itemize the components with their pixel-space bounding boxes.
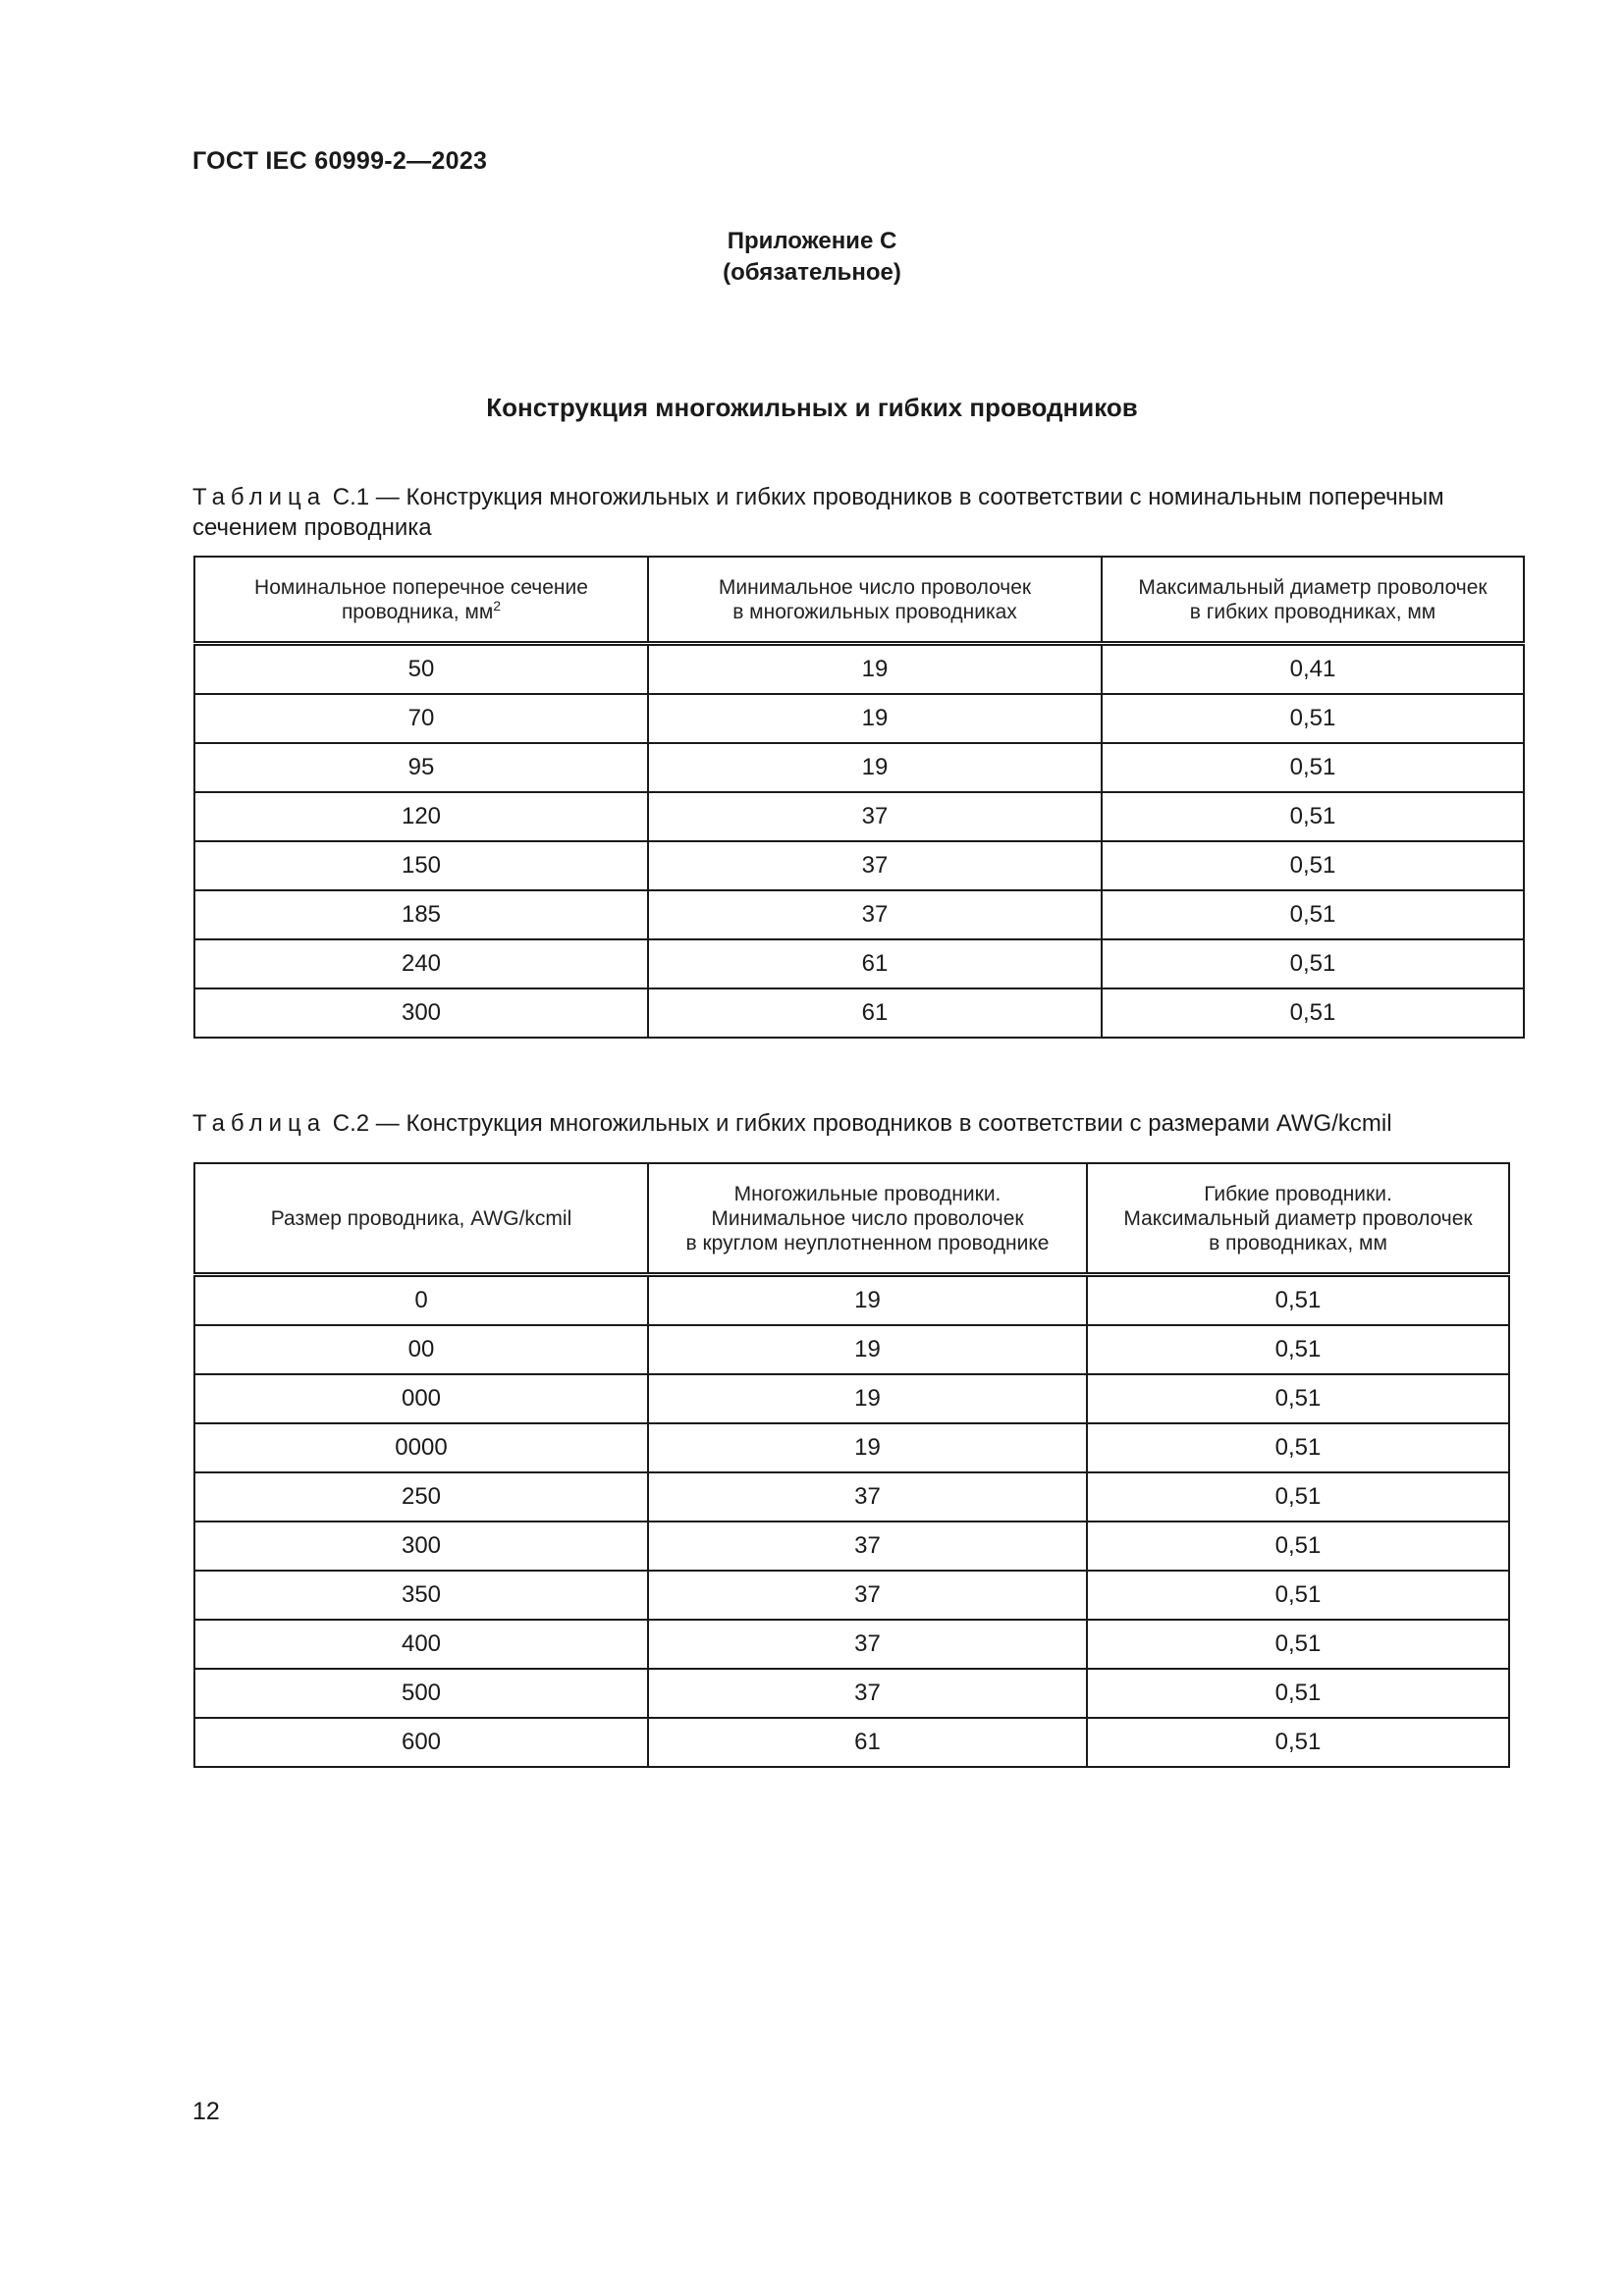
table-row	[194, 743, 1524, 792]
table-cell: 37	[648, 1620, 1087, 1669]
table-cell: 0,51	[1102, 743, 1524, 792]
table-cell: 50	[194, 644, 648, 695]
table2-header-flexible: Гибкие проводники. Максимальный диаметр проволочек в проводниках, мм	[1087, 1163, 1509, 1275]
table-row	[194, 644, 1524, 695]
table-cell: 0,51	[1102, 939, 1524, 988]
table-cell: 400	[194, 1620, 648, 1669]
table-row	[194, 1620, 1509, 1669]
table1-caption-text: C.1 — Конструкция многожильных и гибких проводников в соответствии с номинальным поперечным сечением проводника	[192, 484, 1444, 541]
table-cell: 0,51	[1102, 841, 1524, 890]
table2-header-stranded: Многожильные проводники. Минимальное число проволочек в круглом неуплотненном проводнике	[648, 1163, 1087, 1275]
table-row	[194, 1669, 1509, 1718]
table-cell: 250	[194, 1472, 648, 1522]
table2-caption-text: C.2 — Конструкция многожильных и гибких проводников в соответствии с размерами AWG/kcmil	[326, 1110, 1392, 1137]
table-cell: 19	[648, 1275, 1087, 1326]
table-cell: 19	[648, 1325, 1087, 1374]
section-title: Конструкция многожильных и гибких проводников	[486, 393, 1138, 422]
table-row	[194, 1275, 1509, 1326]
table-row	[194, 1571, 1509, 1620]
table-cell: 300	[194, 988, 648, 1038]
table-cell: 0,51	[1102, 694, 1524, 743]
table-cell: 19	[648, 694, 1102, 743]
table-cell: 19	[648, 1423, 1087, 1472]
table-cell: 0,41	[1102, 644, 1524, 695]
table2-caption-prefix: Таблица	[192, 1110, 327, 1137]
table2	[193, 1162, 1510, 1768]
table1-header-cross-section: Номинальное поперечное сечение проводника, $мм^2$	[194, 557, 648, 644]
table-cell: 37	[648, 1571, 1087, 1620]
annex-heading	[0, 226, 1624, 289]
table-cell: 0,51	[1102, 792, 1524, 841]
annex-status: (обязательное)	[723, 259, 901, 286]
table-row	[194, 1522, 1509, 1571]
table-cell: 150	[194, 841, 648, 890]
table-cell: 500	[194, 1669, 648, 1718]
table-row	[194, 1472, 1509, 1522]
page-number: 12	[192, 2098, 220, 2125]
table-cell: 0,51	[1087, 1669, 1509, 1718]
table-row	[194, 1718, 1509, 1767]
table-cell: 61	[648, 1718, 1087, 1767]
table-cell: 37	[648, 792, 1102, 841]
table2-header-size: Размер проводника, AWG/kcmil	[194, 1163, 648, 1275]
table-row	[194, 694, 1524, 743]
table-cell: 0,51	[1087, 1325, 1509, 1374]
table1-caption-prefix: Таблица	[192, 484, 327, 510]
table-cell: 120	[194, 792, 648, 841]
table-cell: 185	[194, 890, 648, 939]
document-header: ГОСТ IEC 60999-2—2023	[192, 147, 488, 175]
table-cell: 61	[648, 939, 1102, 988]
table-cell: 0,51	[1087, 1423, 1509, 1472]
table-row	[194, 939, 1524, 988]
table-cell: 300	[194, 1522, 648, 1571]
table-cell: 37	[648, 841, 1102, 890]
table-cell: 000	[194, 1374, 648, 1423]
table1-header-row	[194, 557, 1524, 644]
table1	[193, 556, 1525, 1039]
table-row	[194, 1325, 1509, 1374]
table-cell: 0,51	[1087, 1374, 1509, 1423]
table2-caption	[192, 1108, 1522, 1139]
table-cell: 19	[648, 1374, 1087, 1423]
table-cell: 19	[648, 743, 1102, 792]
table-cell: 37	[648, 1522, 1087, 1571]
table-cell: 61	[648, 988, 1102, 1038]
table-row	[194, 890, 1524, 939]
table-cell: 0,51	[1087, 1522, 1509, 1571]
table-cell: 600	[194, 1718, 648, 1767]
table-cell: 37	[648, 1669, 1087, 1718]
table1-header-min-wires: Минимальное число проволочек в многожильных проводниках	[648, 557, 1102, 644]
table-cell: 350	[194, 1571, 648, 1620]
table-cell: 0000	[194, 1423, 648, 1472]
table-cell: 240	[194, 939, 648, 988]
table-row	[194, 841, 1524, 890]
table1-caption	[192, 482, 1522, 543]
table-row	[194, 988, 1524, 1038]
table-cell: 0,51	[1102, 988, 1524, 1038]
table-cell: 0,51	[1102, 890, 1524, 939]
table-cell: 19	[648, 644, 1102, 695]
table-cell: 0,51	[1087, 1571, 1509, 1620]
table-row	[194, 1423, 1509, 1472]
table-cell: 37	[648, 1472, 1087, 1522]
table-cell: 70	[194, 694, 648, 743]
table-cell: 37	[648, 890, 1102, 939]
table1-header-max-diameter: Максимальный диаметр проволочек в гибких проводниках, мм	[1102, 557, 1524, 644]
annex-title: Приложение C	[727, 228, 897, 254]
table-row	[194, 1374, 1509, 1423]
table-cell: 95	[194, 743, 648, 792]
table-cell: 00	[194, 1325, 648, 1374]
table-cell: 0,51	[1087, 1718, 1509, 1767]
table-cell: 0,51	[1087, 1472, 1509, 1522]
table-cell: 0,51	[1087, 1275, 1509, 1326]
table-cell: 0	[194, 1275, 648, 1326]
table-cell: 0,51	[1087, 1620, 1509, 1669]
table-row	[194, 792, 1524, 841]
table2-header-row	[194, 1163, 1509, 1275]
